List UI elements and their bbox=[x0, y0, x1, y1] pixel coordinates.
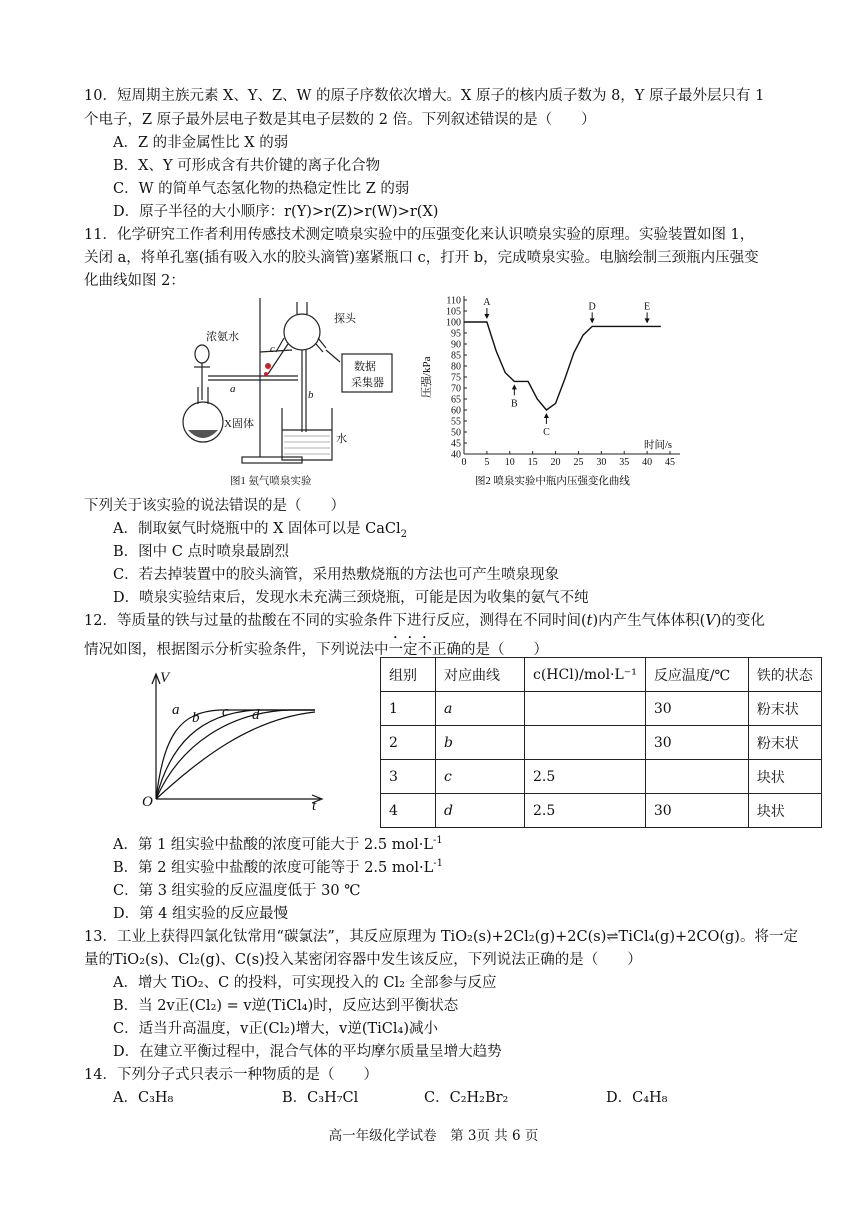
y-tick-label: 90 bbox=[451, 339, 461, 351]
table-cell: 2.5 bbox=[525, 794, 646, 828]
annotation-arrowhead bbox=[512, 384, 517, 389]
curve-d bbox=[156, 712, 315, 799]
table-cell: 30 bbox=[645, 794, 748, 828]
q10-stem-line1: 10．短周期主族元素 X、Y、Z、W 的原子序数依次增大。X 原子的核内质子数为 8，Y 原子最外层只有 1 bbox=[84, 88, 765, 104]
q11-option-c: C．若去掉装置中的胶头滴管，采用热敷烧瓶的方法也可产生喷泉现象 bbox=[113, 567, 560, 583]
q10-option-d: D．原子半径的大小顺序：r(Y)>r(Z)>r(W)>r(X) bbox=[113, 204, 439, 220]
q12-conditions-table bbox=[380, 657, 822, 828]
q11-option-a: A．制取氨气时烧瓶中的 X 固体可以是 CaCl$_2$ bbox=[113, 521, 407, 540]
fig1-label-solid: X固体 bbox=[224, 418, 254, 430]
fig1-label-a: a bbox=[230, 383, 236, 395]
table-row bbox=[381, 760, 822, 794]
annotation-arrowhead bbox=[645, 318, 650, 323]
table-header: c(HCl)/mol·L⁻¹ bbox=[525, 658, 646, 692]
y-tick-label: 55 bbox=[451, 416, 461, 428]
table-cell: 30 bbox=[645, 692, 748, 726]
table-cell: 块状 bbox=[748, 760, 821, 794]
table-row bbox=[381, 726, 822, 760]
table-header: 铁的状态 bbox=[748, 658, 821, 692]
q13-stem-line1: 13．工业上获得四氯化钛常用“碳氯法”，其反应原理为 TiO₂(s)+2Cl₂(g)+2C(s)⇌TiCl₄(g)+2CO(g)。将一定 bbox=[84, 929, 798, 945]
y-tick-label: 95 bbox=[451, 328, 461, 340]
q10-option-b: B．X、Y 可形成含有共价键的离子化合物 bbox=[113, 158, 381, 174]
q13-option-d: D．在建立平衡过程中，混合气体的平均摩尔质量呈增大趋势 bbox=[113, 1044, 502, 1060]
curve-label-d: d bbox=[252, 707, 260, 723]
q12-option-c: C．第 3 组实验的反应温度低于 30 ℃ bbox=[113, 883, 361, 899]
q14-stem: 14．下列分子式只表示一种物质的是（ ） bbox=[84, 1067, 378, 1083]
x-tick-label: 10 bbox=[504, 457, 515, 468]
q14-option-a: A．C₃H₈ bbox=[113, 1090, 174, 1106]
annotation-label-E: E bbox=[644, 301, 651, 313]
fig2-xlabel: 时间/s bbox=[644, 440, 673, 451]
fig1-caption: 图1 氨气喷泉实验 bbox=[230, 476, 312, 487]
y-tick-label: 65 bbox=[451, 394, 461, 406]
curve-c bbox=[156, 710, 315, 799]
x-tick-label: 40 bbox=[642, 457, 653, 468]
fig2-pressure-chart bbox=[420, 292, 690, 492]
table-cell: 3 bbox=[381, 760, 436, 794]
curve-b bbox=[156, 710, 315, 799]
table-header-row bbox=[381, 658, 822, 692]
y-tick-label: 75 bbox=[451, 372, 461, 384]
table-row bbox=[381, 692, 822, 726]
table-row bbox=[381, 794, 822, 828]
q14-option-b: B．C₃H₇Cl bbox=[282, 1090, 359, 1106]
graph-axis-v: V bbox=[160, 670, 170, 686]
q13-option-a: A．增大 TiO₂、C 的投料，可实现投入的 Cl₂ 全部参与反应 bbox=[113, 975, 497, 991]
y-tick-label: 50 bbox=[451, 427, 461, 439]
graph-origin: O bbox=[142, 794, 153, 810]
q12-stem-line2: 情况如图，根据图示分析实验条件，下列说法中一定不正确的是（ ） bbox=[84, 642, 548, 658]
x-tick-label: 20 bbox=[550, 457, 561, 468]
annotation-arrowhead bbox=[544, 413, 549, 418]
table-header: 组别 bbox=[381, 658, 436, 692]
x-tick-label: 0 bbox=[461, 457, 467, 468]
table-cell bbox=[645, 760, 748, 794]
y-tick-label: 80 bbox=[451, 361, 461, 373]
q11-stem-line1: 11．化学研究工作者利用传感技术测定喷泉实验中的压强变化来认识喷泉实验的原理。实验装置如图 1， bbox=[84, 227, 755, 243]
curve-label-c: c bbox=[222, 704, 229, 720]
curve-label-b: b bbox=[192, 710, 200, 726]
table-cell: b bbox=[436, 726, 525, 760]
table-cell: 块状 bbox=[748, 794, 821, 828]
fig1-label-c: c bbox=[270, 343, 275, 355]
fig1-label-water: 水 bbox=[336, 433, 347, 445]
q11-stem-line3: 化曲线如图 2： bbox=[84, 273, 185, 289]
table-header: 对应曲线 bbox=[436, 658, 525, 692]
q11-option-d: D．喷泉实验结束后，发现水未充满三颈烧瓶，可能是因为收集的氨气不纯 bbox=[113, 590, 589, 606]
fig1-label-logger-2: 采集器 bbox=[351, 377, 384, 389]
fig2-ylabel: 压强/kPa bbox=[421, 356, 433, 398]
fig1-label-probe: 探头 bbox=[334, 313, 356, 325]
fig1-label-ammonia: 浓氨水 bbox=[206, 331, 239, 343]
x-tick-label: 5 bbox=[484, 457, 490, 468]
y-tick-label: 100 bbox=[446, 317, 461, 329]
q13-option-c: C．适当升高温度，v正(Cl₂)增大，v逆(TiCl₄)减小 bbox=[113, 1021, 439, 1037]
y-tick-label: 105 bbox=[446, 306, 461, 318]
fig2-caption: 图2 喷泉实验中瓶内压强变化曲线 bbox=[475, 476, 630, 487]
x-tick-label: 45 bbox=[665, 457, 675, 468]
table-cell: 粉末状 bbox=[748, 726, 821, 760]
page-footer: 高一年级化学试卷 第 3页 共 6 页 bbox=[328, 1128, 539, 1144]
q10-option-c: C．W 的简单气态氢化物的热稳定性比 Z 的弱 bbox=[113, 181, 410, 197]
table-cell: c bbox=[436, 760, 525, 794]
table-header: 反应温度/℃ bbox=[645, 658, 748, 692]
curve-label-a: a bbox=[172, 702, 180, 718]
q14-option-c: C．C₂H₂Br₂ bbox=[424, 1090, 509, 1106]
y-tick-label: 40 bbox=[451, 449, 461, 461]
x-tick-label: 15 bbox=[527, 457, 538, 468]
annotation-arrowhead bbox=[484, 314, 489, 319]
q12-option-d: D．第 4 组实验的反应最慢 bbox=[113, 906, 289, 922]
table-cell: 粉末状 bbox=[748, 692, 821, 726]
q12-option-b: B．第 2 组实验中盐酸的浓度可能等于 2.5 $mol\cdot L^{-1}$ bbox=[113, 858, 443, 876]
annotation-label-B: B bbox=[511, 398, 518, 410]
q10-option-a: A．Z 的非金属性比 X 的弱 bbox=[113, 135, 289, 151]
table-cell bbox=[525, 692, 646, 726]
q10-stem-line2: 个电子，Z 原子最外层电子数是其电子层数的 2 倍。下列叙述错误的是（ ） bbox=[84, 112, 596, 128]
fig1-label-b: b bbox=[308, 389, 314, 401]
graph-axis-t: t bbox=[312, 798, 317, 814]
fig1-apparatus-diagram bbox=[180, 292, 410, 492]
q11-option-b: B．图中 C 点时喷泉最剧烈 bbox=[113, 544, 289, 560]
y-tick-label: 45 bbox=[451, 438, 461, 450]
annotation-arrowhead bbox=[590, 318, 595, 323]
annotation-label-D: D bbox=[588, 301, 596, 313]
table-cell: d bbox=[436, 794, 525, 828]
curve-a bbox=[156, 710, 315, 799]
x-tick-label: 30 bbox=[596, 457, 607, 468]
table-cell: 30 bbox=[645, 726, 748, 760]
y-tick-label: 70 bbox=[451, 383, 461, 395]
x-tick-label: 35 bbox=[619, 457, 630, 468]
q14-option-d: D．C₄H₈ bbox=[606, 1090, 668, 1106]
q12-vt-graph bbox=[140, 664, 340, 814]
table-cell: 4 bbox=[381, 794, 436, 828]
q12-stem-line1: 12．等质量的铁与过量的盐酸在不同的实验条件下进行反应，测得在不同时间(t)内产生气体体积(V)的变化 bbox=[84, 613, 765, 629]
y-tick-label: 110 bbox=[446, 295, 461, 307]
y-tick-label: 85 bbox=[451, 350, 461, 362]
table-cell: 1 bbox=[381, 692, 436, 726]
annotation-label-C: C bbox=[543, 427, 550, 438]
y-tick-label: 60 bbox=[451, 405, 461, 417]
x-tick-label: 25 bbox=[573, 457, 584, 468]
q12-option-a: A．第 1 组实验中盐酸的浓度可能大于 2.5 $mol\cdot L^{-1}$ bbox=[113, 835, 443, 853]
q13-stem-line2: 量的TiO₂(s)、Cl₂(g)、C(s)投入某密闭容器中发生该反应，下列说法正确的是（ ） bbox=[84, 952, 642, 968]
q11-after-stem: 下列关于该实验的说法错误的是（ ） bbox=[84, 498, 345, 514]
table-cell bbox=[525, 726, 646, 760]
q13-option-b: B．当 2v正(Cl₂) = v逆(TiCl₄)时，反应达到平衡状态 bbox=[113, 998, 459, 1014]
fig1-label-logger-1: 数据 bbox=[354, 361, 376, 373]
pressure-curve bbox=[464, 322, 661, 410]
table-cell: 2.5 bbox=[525, 760, 646, 794]
q11-stem-line2: 关闭 a，将单孔塞(插有吸入水的胶头滴管)塞紧瓶口 c，打开 b，完成喷泉实验。电脑绘制三颈瓶内压强变 bbox=[84, 250, 759, 266]
table-cell: 2 bbox=[381, 726, 436, 760]
annotation-label-A: A bbox=[483, 297, 491, 308]
table-cell: a bbox=[436, 692, 525, 726]
